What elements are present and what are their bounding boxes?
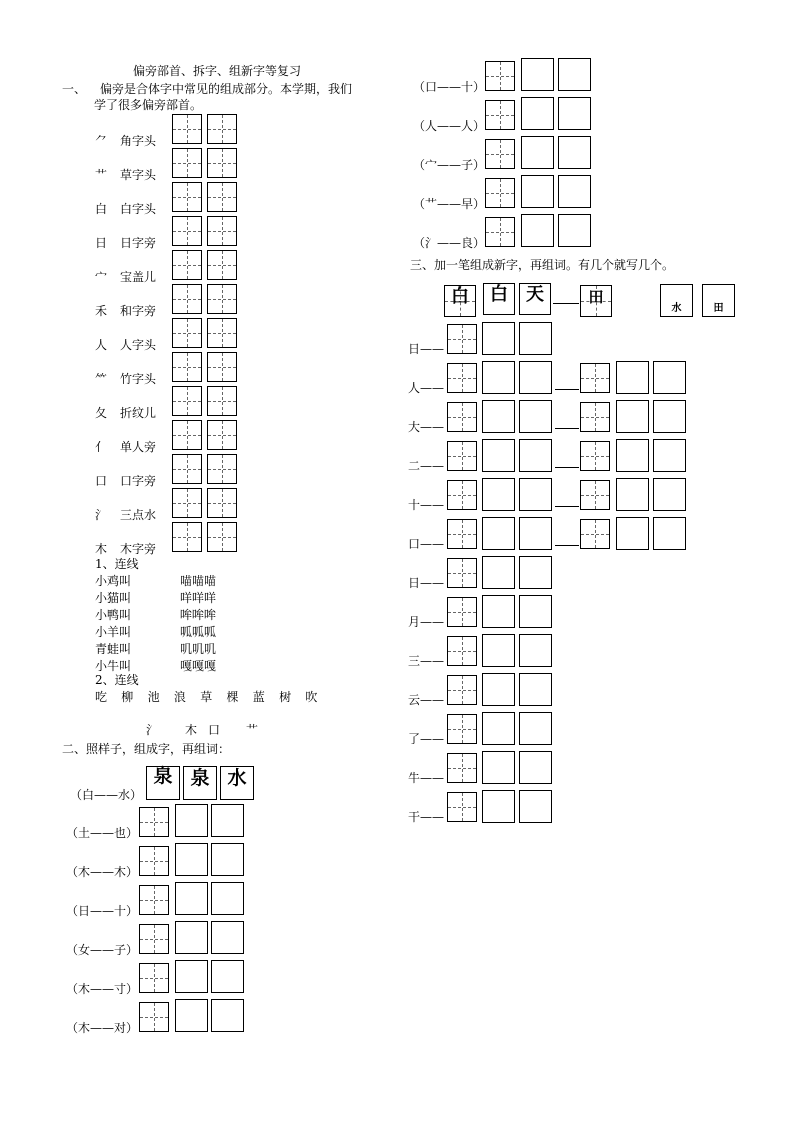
match-radical: 艹 <box>246 723 259 737</box>
animal-item: 小羊叫 <box>95 625 132 639</box>
connector-line <box>555 389 579 390</box>
sound-item: 哞哞哞 <box>180 608 217 622</box>
animal-item: 小猫叫 <box>95 591 132 605</box>
word-box[interactable] <box>521 175 554 208</box>
radical-writing-grid[interactable] <box>172 522 202 552</box>
match-char: 吹 <box>305 690 318 704</box>
section2-heading: 二、照样子，组成字，再组词： <box>62 742 231 756</box>
radical-symbol: ⺈ <box>95 134 108 148</box>
compose-writing-grid[interactable] <box>139 924 169 954</box>
word-box[interactable] <box>482 400 515 433</box>
compose-writing-grid[interactable] <box>485 61 515 91</box>
example-new-char: 田 <box>588 288 604 306</box>
new-char-grid[interactable] <box>580 363 610 393</box>
word-box[interactable] <box>482 712 515 745</box>
new-char-grid[interactable] <box>447 597 477 627</box>
decompose-label: （艹——早） <box>413 197 486 211</box>
decompose-label: （土——也） <box>66 826 139 840</box>
base-char-label: 月—— <box>408 615 445 629</box>
base-char-label: 了—— <box>408 732 445 746</box>
new-char-grid[interactable] <box>447 558 477 588</box>
radical-symbol: 宀 <box>95 270 108 284</box>
radical-symbol: 日 <box>95 236 108 250</box>
new-char-grid[interactable] <box>580 441 610 471</box>
radical-name: 折纹儿 <box>120 406 157 420</box>
decompose-label: （宀——子） <box>413 158 486 172</box>
radical-symbol: 夂 <box>95 406 108 420</box>
word-box[interactable] <box>653 517 686 550</box>
radical-writing-grid[interactable] <box>172 284 202 314</box>
word-box[interactable] <box>558 214 591 247</box>
decompose-label: （木——对） <box>66 1021 139 1035</box>
match-char: 浪 <box>173 690 186 704</box>
base-char-label: 口—— <box>408 537 445 551</box>
animal-item: 小鸡叫 <box>95 574 132 588</box>
example-extra-char: 田 <box>713 303 724 314</box>
word-box[interactable] <box>521 214 554 247</box>
radical-writing-grid[interactable] <box>172 148 202 178</box>
section1-intro-line2: 学了很多偏旁部首。 <box>94 98 203 112</box>
radical-name: 人字头 <box>120 338 157 352</box>
word-box[interactable] <box>616 439 649 472</box>
section1-intro-line1: 偏旁是合体字中常见的组成部分。本学期，我们 <box>100 82 353 96</box>
word-box[interactable] <box>175 804 208 837</box>
example-extra-char: 水 <box>671 303 682 314</box>
radical-symbol: 亻 <box>95 440 108 454</box>
new-char-grid[interactable] <box>447 519 477 549</box>
word-box[interactable] <box>211 804 244 837</box>
compose-writing-grid[interactable] <box>139 885 169 915</box>
radical-writing-grid[interactable] <box>207 386 237 416</box>
word-box[interactable] <box>482 673 515 706</box>
new-char-grid[interactable] <box>447 441 477 471</box>
word-box[interactable] <box>616 361 649 394</box>
example-char: 水 <box>227 767 247 789</box>
radical-writing-grid[interactable] <box>207 284 237 314</box>
word-box[interactable] <box>175 882 208 915</box>
new-char-grid[interactable] <box>447 792 477 822</box>
decompose-label: （女——子） <box>66 943 139 957</box>
word-box[interactable] <box>482 322 515 355</box>
word-box[interactable] <box>616 478 649 511</box>
radical-name: 宝盖儿 <box>120 270 157 284</box>
animal-item: 小鸭叫 <box>95 608 132 622</box>
word-box[interactable] <box>519 478 552 511</box>
radical-symbol: 白 <box>95 202 108 216</box>
new-char-grid[interactable] <box>447 480 477 510</box>
word-box[interactable] <box>653 478 686 511</box>
word-box[interactable] <box>653 439 686 472</box>
word-box[interactable] <box>175 921 208 954</box>
word-box[interactable] <box>211 999 244 1032</box>
base-char-label: 三—— <box>408 654 445 668</box>
example-grid[interactable] <box>580 285 612 317</box>
word-box[interactable] <box>519 400 552 433</box>
word-box[interactable] <box>558 58 591 91</box>
connector-line <box>555 545 579 546</box>
new-char-grid[interactable] <box>580 519 610 549</box>
example-new-char: 天 <box>526 284 544 305</box>
word-box[interactable] <box>519 517 552 550</box>
match-char: 树 <box>279 690 292 704</box>
radical-writing-grid[interactable] <box>172 182 202 212</box>
word-box[interactable] <box>482 634 515 667</box>
sound-item: 喵喵喵 <box>180 574 217 588</box>
page-title: 偏旁部首、拆字、组新字等复习 <box>133 64 302 78</box>
radical-symbol: 氵 <box>95 508 108 522</box>
word-box[interactable] <box>519 556 552 589</box>
new-char-grid[interactable] <box>447 714 477 744</box>
word-box[interactable] <box>558 97 591 130</box>
example-grid[interactable] <box>444 285 476 317</box>
connector-line <box>555 467 579 468</box>
new-char-grid[interactable] <box>447 636 477 666</box>
radical-symbol: 人 <box>95 338 108 352</box>
word-box[interactable] <box>653 400 686 433</box>
radical-name: 白字头 <box>120 202 157 216</box>
word-box[interactable] <box>519 712 552 745</box>
match-radical: 口 <box>208 723 221 737</box>
word-box[interactable] <box>519 790 552 823</box>
lianxian1-heading: 1、连线 <box>95 557 139 571</box>
decompose-label: （木——寸） <box>66 982 139 996</box>
word-box[interactable] <box>482 517 515 550</box>
compose-writing-grid[interactable] <box>139 1002 169 1032</box>
radical-writing-grid[interactable] <box>207 318 237 348</box>
radical-writing-grid[interactable] <box>207 114 237 144</box>
decompose-label: （口——十） <box>413 80 486 94</box>
radical-symbol: 木 <box>95 542 108 556</box>
word-box[interactable] <box>211 882 244 915</box>
example-new-char: 白 <box>490 284 508 305</box>
word-box[interactable] <box>482 478 515 511</box>
decompose-label: （日——十） <box>66 904 139 918</box>
radical-symbol: 禾 <box>95 304 108 318</box>
radical-symbol: ⺮ <box>95 372 108 386</box>
radical-writing-grid[interactable] <box>207 216 237 246</box>
radical-symbol: 艹 <box>95 168 108 182</box>
match-radical: 木 <box>185 723 198 737</box>
base-char-label: 干—— <box>408 810 445 824</box>
match-char: 草 <box>200 690 213 704</box>
base-char-label: 日—— <box>408 576 445 590</box>
radical-writing-grid[interactable] <box>172 352 202 382</box>
radical-writing-grid[interactable] <box>172 250 202 280</box>
compose-writing-grid[interactable] <box>485 217 515 247</box>
example-extra-box[interactable] <box>702 284 735 317</box>
radical-writing-grid[interactable] <box>207 148 237 178</box>
connector-line <box>553 303 579 304</box>
radical-writing-grid[interactable] <box>207 488 237 518</box>
match-char: 柳 <box>121 690 134 704</box>
compose-writing-grid[interactable] <box>139 963 169 993</box>
sound-item: 叽叽叽 <box>180 642 217 656</box>
section3-heading: 三、加一笔组成新字，再组词。有几个就写几个。 <box>410 258 675 272</box>
word-box[interactable] <box>211 843 244 876</box>
word-box[interactable] <box>521 136 554 169</box>
example-char-box[interactable] <box>183 766 217 800</box>
word-box[interactable] <box>519 361 552 394</box>
word-box[interactable] <box>211 960 244 993</box>
word-box[interactable] <box>519 751 552 784</box>
compose-writing-grid[interactable] <box>485 100 515 130</box>
example-char-box[interactable] <box>220 766 254 800</box>
example-new-char: 白 <box>451 286 469 307</box>
connector-line <box>555 506 579 507</box>
example-extra-box[interactable] <box>660 284 693 317</box>
new-char-grid[interactable] <box>447 402 477 432</box>
word-box[interactable] <box>519 673 552 706</box>
new-char-grid[interactable] <box>447 753 477 783</box>
base-char-label: 云—— <box>408 693 445 707</box>
match-char: 吃 <box>95 690 108 704</box>
connector-line <box>555 428 579 429</box>
word-box[interactable] <box>521 97 554 130</box>
word-box[interactable] <box>558 136 591 169</box>
radical-writing-grid[interactable] <box>207 454 237 484</box>
radical-name: 和字旁 <box>120 304 157 318</box>
word-box[interactable] <box>482 361 515 394</box>
example-char: 泉 <box>190 767 210 789</box>
radical-name: 竹字头 <box>120 372 157 386</box>
sound-item: 呱呱呱 <box>180 625 217 639</box>
sound-item: 咩咩咩 <box>180 591 217 605</box>
radical-writing-grid[interactable] <box>172 420 202 450</box>
word-box[interactable] <box>653 361 686 394</box>
radical-name: 角字头 <box>120 134 157 148</box>
radical-writing-grid[interactable] <box>207 250 237 280</box>
example-char: 泉 <box>153 765 173 787</box>
sound-item: 嘎嘎嘎 <box>180 659 217 673</box>
example-box[interactable] <box>483 283 515 315</box>
new-char-grid[interactable] <box>580 480 610 510</box>
base-char-label: 二—— <box>408 459 445 473</box>
radical-writing-grid[interactable] <box>172 114 202 144</box>
compose-writing-grid[interactable] <box>485 139 515 169</box>
section1-number: 一、 <box>62 82 87 96</box>
base-char-label: 牛—— <box>408 771 445 785</box>
new-char-grid[interactable] <box>447 675 477 705</box>
match-char: 蓝 <box>252 690 265 704</box>
compose-writing-grid[interactable] <box>485 178 515 208</box>
new-char-grid[interactable] <box>447 363 477 393</box>
radical-writing-grid[interactable] <box>207 182 237 212</box>
radical-writing-grid[interactable] <box>172 216 202 246</box>
animal-item: 小牛叫 <box>95 659 132 673</box>
word-box[interactable] <box>519 322 552 355</box>
match-char: 池 <box>147 690 160 704</box>
radical-name: 口字旁 <box>120 474 157 488</box>
radical-name: 木字旁 <box>120 542 157 556</box>
word-box[interactable] <box>616 517 649 550</box>
word-box[interactable] <box>519 439 552 472</box>
word-box[interactable] <box>482 595 515 628</box>
animal-item: 青蛙叫 <box>95 642 132 656</box>
radical-writing-grid[interactable] <box>207 420 237 450</box>
decompose-label: （氵——良） <box>413 236 486 250</box>
base-char-label: 人—— <box>408 381 445 395</box>
word-box[interactable] <box>519 595 552 628</box>
example-box[interactable] <box>519 283 551 315</box>
radical-writing-grid[interactable] <box>172 318 202 348</box>
base-char-label: 日—— <box>408 342 445 356</box>
lianxian2-heading: 2、连线 <box>95 673 139 687</box>
radical-writing-grid[interactable] <box>207 522 237 552</box>
word-box[interactable] <box>211 921 244 954</box>
match-char: 棵 <box>226 690 239 704</box>
match-radical: 氵 <box>146 723 159 737</box>
word-box[interactable] <box>175 960 208 993</box>
base-char-label: 十—— <box>408 498 445 512</box>
word-box[interactable] <box>521 58 554 91</box>
radical-name: 草字头 <box>120 168 157 182</box>
word-box[interactable] <box>519 634 552 667</box>
radical-writing-grid[interactable] <box>172 488 202 518</box>
decompose-label: （木——木） <box>66 865 139 879</box>
decompose-label: （人——人） <box>413 119 486 133</box>
compose-writing-grid[interactable] <box>139 846 169 876</box>
radical-name: 日字旁 <box>120 236 157 250</box>
compose-writing-grid[interactable] <box>139 807 169 837</box>
word-box[interactable] <box>175 843 208 876</box>
example-char-box[interactable] <box>146 766 180 800</box>
radical-writing-grid[interactable] <box>207 352 237 382</box>
radical-name: 三点水 <box>120 508 157 522</box>
word-box[interactable] <box>482 556 515 589</box>
word-box[interactable] <box>482 790 515 823</box>
radical-writing-grid[interactable] <box>172 386 202 416</box>
radical-name: 单人旁 <box>120 440 157 454</box>
new-char-grid[interactable] <box>580 402 610 432</box>
radical-writing-grid[interactable] <box>172 454 202 484</box>
word-box[interactable] <box>558 175 591 208</box>
word-box[interactable] <box>616 400 649 433</box>
new-char-grid[interactable] <box>447 324 477 354</box>
section2-example-label: （白——水） <box>70 788 143 802</box>
radical-symbol: 口 <box>95 474 108 488</box>
word-box[interactable] <box>482 751 515 784</box>
word-box[interactable] <box>175 999 208 1032</box>
base-char-label: 大—— <box>408 420 445 434</box>
word-box[interactable] <box>482 439 515 472</box>
